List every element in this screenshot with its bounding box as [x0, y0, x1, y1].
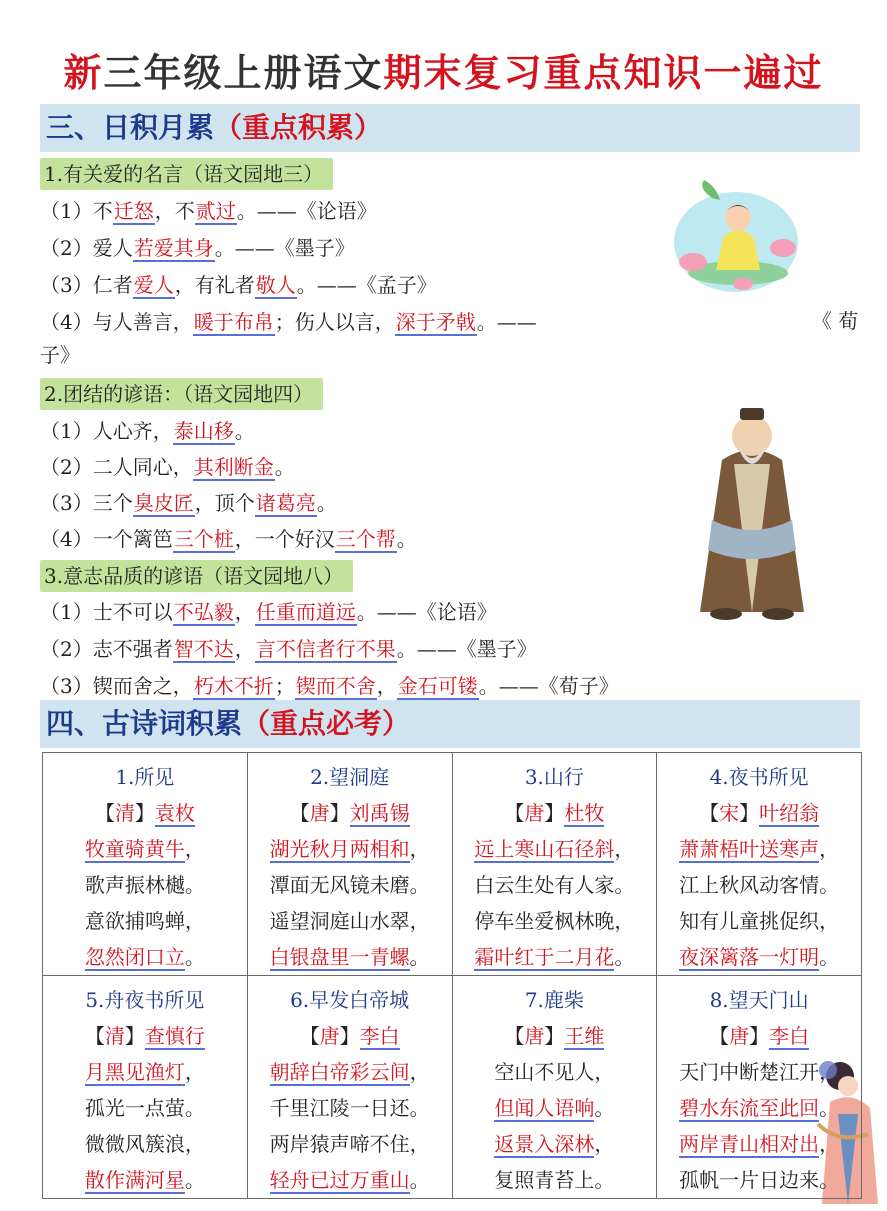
line-text: （2）: [40, 236, 93, 260]
poem-line-text: 轻舟已过万重山: [269, 1168, 410, 1192]
poem-line-punct: 。: [409, 1096, 430, 1120]
bracket-open: 【: [299, 1024, 320, 1048]
bracket-open: 【: [289, 801, 310, 825]
line-text: 三个: [92, 491, 133, 515]
poem-line: [47, 903, 243, 939]
bracket-close: 】: [339, 1024, 360, 1048]
line-text: ，不: [154, 199, 195, 223]
poem-title: 4.夜书所见: [709, 765, 809, 789]
poem-line-text: 微微风簇浪: [84, 1132, 185, 1156]
poem-line: [661, 903, 857, 939]
poem-line-punct: 。: [819, 873, 840, 897]
poem-line-punct: ，: [184, 837, 205, 861]
poem-line: [661, 1054, 857, 1090]
poem-line-punct: ，: [819, 909, 840, 933]
poem-line-text: 江上秋风动客情: [679, 873, 820, 897]
line-text: 人心齐，: [92, 419, 173, 443]
bracket-open: 【: [709, 1024, 730, 1048]
line-text: （1）: [40, 419, 93, 443]
poem-line-text: 但闻人语响: [494, 1096, 595, 1120]
poem-line-punct: ，: [819, 1132, 840, 1156]
poem-title: 5.舟夜书所见: [85, 988, 205, 1012]
bracket-open: 【: [699, 801, 720, 825]
poem-line-text: 孤帆一片日边来: [679, 1168, 820, 1192]
poem-line-punct: ，: [184, 1132, 205, 1156]
line-text: 一个篱笆: [92, 527, 173, 551]
line-text: 。: [316, 491, 337, 515]
key-phrase: 其利断金: [193, 455, 274, 479]
poem-line: [457, 1090, 653, 1126]
poem-line-text: 霜叶红于二月花: [474, 945, 615, 969]
poem-title: 2.望洞庭: [310, 765, 390, 789]
poem-cell: [247, 753, 452, 976]
poem-title: 3.山行: [524, 765, 584, 789]
poem-author-name: 叶绍翁: [759, 801, 820, 825]
poem-line-punct: ，: [819, 1060, 840, 1084]
line-text: 。——《孟子》: [296, 273, 437, 297]
poem-cell: [657, 753, 862, 976]
line-text: ；: [274, 674, 295, 698]
poem-line-text: 遥望洞庭山水翠: [269, 909, 410, 933]
bracket-open: 【: [504, 1024, 525, 1048]
poem-line: [252, 867, 448, 903]
poem-line: [252, 1162, 448, 1198]
poem-line: [252, 1054, 448, 1090]
key-phrase: 爱人: [133, 273, 174, 297]
poem-line-text: 两岸青山相对出: [679, 1132, 820, 1156]
title-part-new: 新: [63, 50, 104, 95]
key-phrase: 锲而不舍: [295, 674, 376, 698]
poem-line: [47, 1162, 243, 1198]
line-text: 二人同心，: [92, 455, 193, 479]
poem-cell: [43, 753, 248, 976]
poem-line-punct: 。: [184, 1096, 205, 1120]
poem-row-1: [43, 753, 862, 976]
poem-line-text: 朝辞白帝彩云间: [269, 1060, 410, 1084]
poem-line-punct: 。: [614, 945, 635, 969]
poem-line-punct: ，: [409, 1060, 430, 1084]
poem-line: [47, 831, 243, 867]
section4-header: [40, 700, 860, 748]
poem-dynasty: 唐: [524, 1024, 545, 1048]
line-text: 与人善言，: [92, 310, 193, 334]
section4-title: 四、古诗词积累: [46, 707, 243, 740]
poem-line: [661, 939, 857, 975]
poem-line: [252, 939, 448, 975]
line-text: 仁者: [92, 273, 133, 297]
key-phrase: 臭皮匠: [133, 491, 194, 515]
poem-line-text: 知有儿童挑促织: [679, 909, 820, 933]
line-text: （4）: [40, 310, 93, 334]
bracket-close: 】: [749, 1024, 770, 1048]
poem-line-text: 远上寒山石径斜: [474, 837, 615, 861]
poem-line-text: 歌声振林樾: [84, 873, 185, 897]
poem-row-2: [43, 976, 862, 1199]
poem-line: [47, 1126, 243, 1162]
line-text: ，: [234, 600, 255, 624]
line-text: （3）: [40, 674, 93, 698]
poem-line-punct: 。: [409, 873, 430, 897]
line-text: 。——《墨子》: [396, 637, 537, 661]
poem-line-text: 天门中断楚江开: [679, 1060, 820, 1084]
poem-line-text: 白云生处有人家: [474, 873, 615, 897]
section3-subtitle: （重点积累）: [214, 111, 383, 144]
poem-cell: [657, 976, 862, 1199]
quote-line: [40, 196, 377, 226]
poem-title: 7.鹿柴: [524, 988, 584, 1012]
quote-line: [40, 671, 619, 701]
poem-author-name: 杜牧: [564, 801, 605, 825]
title-part-grade: 三年级上册语文: [103, 50, 384, 95]
poem-line: [457, 1162, 653, 1198]
poem-line-punct: ，: [184, 1060, 205, 1084]
poem-line-punct: 。: [594, 1096, 615, 1120]
poem-line-punct: 。: [184, 945, 205, 969]
line-text: 。: [396, 527, 417, 551]
poem-line-punct: ，: [409, 837, 430, 861]
poem-dynasty: 唐: [309, 801, 330, 825]
line-text: ；伤人以言，: [274, 310, 395, 334]
section4-subtitle: （重点必考）: [242, 707, 411, 740]
line-text: （2）: [40, 637, 93, 661]
confucius-illustration: [692, 400, 812, 630]
poem-line: [661, 1162, 857, 1198]
poem-line-text: 两岸猿声啼不住: [269, 1132, 410, 1156]
girl-on-lotus-illustration: [668, 178, 808, 302]
section3-title: 三、日积月累: [46, 111, 215, 144]
line-text: （3）: [40, 491, 93, 515]
poem-line-text: 散作满河星: [84, 1168, 185, 1192]
poem-line-punct: 。: [409, 945, 430, 969]
poem-line-text: 孤光一点萤: [84, 1096, 185, 1120]
line-text: ，一个好汉: [234, 527, 335, 551]
quote-line: [40, 307, 537, 337]
poem-line: [457, 831, 653, 867]
line-text: ，: [376, 674, 397, 698]
group2-heading: 2.团结的谚语：（语文园地四）: [40, 378, 323, 410]
key-phrase: 若爱其身: [133, 236, 214, 260]
line-text: 。——《论语》: [356, 600, 497, 624]
line-text: 。: [274, 455, 295, 479]
bracket-close: 】: [329, 801, 350, 825]
key-phrase: 迁怒: [113, 199, 154, 223]
line-text: 。——《墨子》: [214, 236, 355, 260]
poem-line-text: 忽然闭口立: [84, 945, 185, 969]
quote-line: [40, 270, 437, 300]
poem-cell: [452, 753, 657, 976]
line-text: 不: [92, 199, 113, 223]
line-text: 。——: [476, 310, 537, 334]
line-text: （2）: [40, 455, 93, 479]
key-phrase: 朽木不折: [193, 674, 274, 698]
key-phrase: 金石可镂: [397, 674, 478, 698]
group1-heading: 1.有关爱的名言（语文园地三）: [40, 158, 333, 190]
line-text: 志不强者: [92, 637, 173, 661]
poem-line-text: 返景入深林: [494, 1132, 595, 1156]
line-text: （3）: [40, 273, 93, 297]
poem-line-text: 萧萧梧叶送寒声: [679, 837, 820, 861]
quote-line: [40, 634, 537, 664]
poem-line-punct: 。: [594, 1168, 615, 1192]
key-phrase: 敬人: [255, 273, 296, 297]
poem-line-text: 千里江陵一日还: [269, 1096, 410, 1120]
poem-line-punct: 。: [819, 1096, 840, 1120]
poem-line-text: 牧童骑黄牛: [84, 837, 185, 861]
poem-dynasty: 清: [114, 801, 135, 825]
poem-line: [661, 867, 857, 903]
poem-line-text: 白银盘里一青螺: [269, 945, 410, 969]
poem-line: [457, 1126, 653, 1162]
poem-cell: [247, 976, 452, 1199]
poem-line-punct: 。: [819, 945, 840, 969]
poem-line: [661, 831, 857, 867]
poem-line-text: 潭面无风镜未磨: [269, 873, 410, 897]
line-text: ，有礼者: [174, 273, 255, 297]
poem-author-name: 袁枚: [154, 801, 195, 825]
poem-author: [252, 1018, 448, 1054]
key-phrase: 诸葛亮: [255, 491, 316, 515]
group1-line4-tail2: 子》: [40, 343, 80, 367]
poem-line: [252, 1090, 448, 1126]
poem-line-punct: 。: [184, 1168, 205, 1192]
line-text: 爱人: [92, 236, 133, 260]
poem-author: [252, 795, 448, 831]
poem-line: [457, 903, 653, 939]
poem-dynasty: 唐: [319, 1024, 340, 1048]
line-text: 。: [234, 419, 255, 443]
key-phrase: 言不信者行不果: [255, 637, 396, 661]
poem-line: [661, 1090, 857, 1126]
poem-line-punct: ，: [184, 909, 205, 933]
line-text: 。——《论语》: [236, 199, 377, 223]
bracket-close: 】: [544, 1024, 565, 1048]
poem-line: [252, 831, 448, 867]
quote-line: [40, 488, 337, 518]
poem-line-text: 夜深篱落一灯明: [679, 945, 820, 969]
line-text: 。——《荀子》: [478, 674, 619, 698]
poem-author-name: 刘禹锡: [349, 801, 410, 825]
key-phrase: 深于矛戟: [395, 310, 476, 334]
poem-line-punct: 。: [409, 1168, 430, 1192]
key-phrase: 三个帮: [335, 527, 396, 551]
poem-line-text: 意欲捕鸣蝉: [84, 909, 185, 933]
key-phrase: 不弘毅: [173, 600, 234, 624]
poem-line-punct: 。: [184, 873, 205, 897]
line-text: ，: [234, 637, 255, 661]
key-phrase: 三个桩: [173, 527, 234, 551]
quote-line: [40, 233, 355, 263]
poem-line: [457, 1054, 653, 1090]
poem-line-punct: ，: [614, 909, 635, 933]
line-text: 锲而舍之，: [92, 674, 193, 698]
bracket-open: 【: [94, 801, 115, 825]
poem-line-punct: ，: [594, 1132, 615, 1156]
poem-line-punct: ，: [409, 909, 430, 933]
poem-author-name: 查慎行: [144, 1024, 205, 1048]
title-part-review: 期末复习重点知识一遍过: [383, 50, 824, 95]
poem-dynasty: 唐: [524, 801, 545, 825]
poem-line: [457, 939, 653, 975]
poem-line-text: 停车坐爱枫林晚: [474, 909, 615, 933]
poem-title: 1.所见: [115, 765, 175, 789]
poem-dynasty: 宋: [719, 801, 740, 825]
poem-title: 8.望天门山: [709, 988, 809, 1012]
poem-line: [252, 903, 448, 939]
key-phrase: 暖于布帛: [193, 310, 274, 334]
poem-author: [47, 795, 243, 831]
poem-line-text: 复照青苔上: [494, 1168, 595, 1192]
line-text: （4）: [40, 527, 93, 551]
group1-line4-tail: 《 荀: [812, 309, 859, 333]
poem-author: [457, 1018, 653, 1054]
poem-author: [457, 795, 653, 831]
poem-line: [47, 1054, 243, 1090]
poem-line-punct: ，: [819, 837, 840, 861]
poem-dynasty: 唐: [729, 1024, 750, 1048]
poem-line: [661, 1126, 857, 1162]
poem-line-punct: ，: [409, 1132, 430, 1156]
poem-line-text: 空山不见人: [494, 1060, 595, 1084]
group3-heading: 3.意志品质的谚语（语文园地八）: [40, 560, 353, 592]
key-phrase: 任重而道远: [255, 600, 356, 624]
poem-table: [42, 752, 862, 1199]
quote-line: [40, 597, 497, 627]
poem-line: [47, 867, 243, 903]
bracket-close: 】: [134, 801, 155, 825]
poem-line-punct: ，: [614, 837, 635, 861]
section3-header: [40, 104, 860, 152]
poem-line-text: 湖光秋月两相和: [269, 837, 410, 861]
poem-author-name: 王维: [564, 1024, 605, 1048]
page-title: [0, 42, 887, 102]
poem-cell: [43, 976, 248, 1199]
poem-author-name: 李白: [359, 1024, 400, 1048]
quote-line: [40, 452, 295, 482]
poem-line-text: 碧水东流至此回: [679, 1096, 820, 1120]
bracket-close: 】: [124, 1024, 145, 1048]
key-phrase: 贰过: [195, 199, 236, 223]
poem-author: [47, 1018, 243, 1054]
poem-line: [47, 1090, 243, 1126]
poem-dynasty: 清: [104, 1024, 125, 1048]
poem-line-punct: ，: [594, 1060, 615, 1084]
poem-author-name: 李白: [769, 1024, 810, 1048]
key-phrase: 智不达: [173, 637, 234, 661]
line-text: （1）: [40, 600, 93, 624]
poem-line-punct: 。: [819, 1168, 840, 1192]
poem-line-text: 月黑见渔灯: [84, 1060, 185, 1084]
line-text: ，顶个: [194, 491, 255, 515]
poem-title: 6.早发白帝城: [290, 988, 410, 1012]
quote-line: [40, 416, 255, 446]
bracket-open: 【: [84, 1024, 105, 1048]
bracket-close: 】: [544, 801, 565, 825]
poem-author: [661, 1018, 857, 1054]
poem-line: [47, 939, 243, 975]
key-phrase: 泰山移: [173, 419, 234, 443]
bracket-close: 】: [739, 801, 760, 825]
poem-line: [457, 867, 653, 903]
line-text: 士不可以: [92, 600, 173, 624]
poem-line-punct: 。: [614, 873, 635, 897]
line-text: （1）: [40, 199, 93, 223]
bracket-open: 【: [504, 801, 525, 825]
poem-author: [661, 795, 857, 831]
poem-cell: [452, 976, 657, 1199]
poem-line: [252, 1126, 448, 1162]
quote-line: [40, 524, 417, 554]
